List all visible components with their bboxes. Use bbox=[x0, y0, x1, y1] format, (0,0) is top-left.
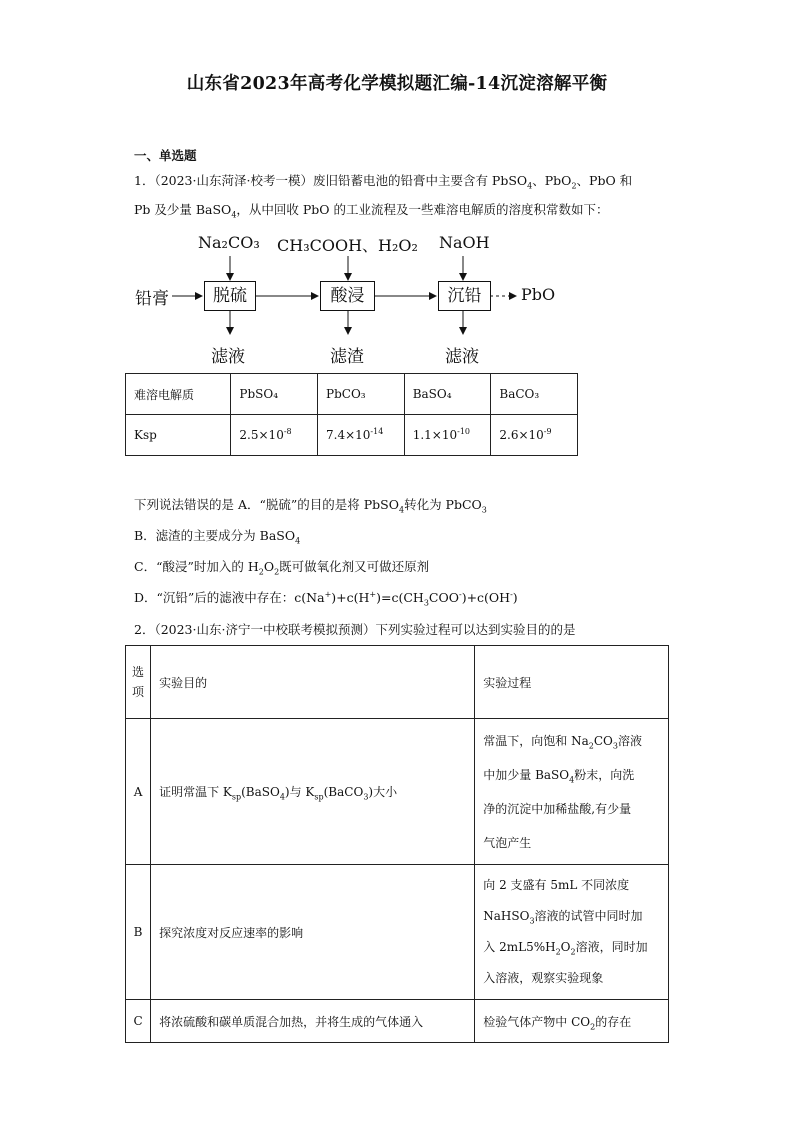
table-row bbox=[126, 1000, 669, 1043]
table-cell: 常温下，向饱和 $Na_2CO_3$溶液 中加少量 BaSO$_4$粉末，向洗 净的沉淀中加稀盐酸,有少量 气泡产生 bbox=[475, 719, 669, 865]
flow-output-3: 滤液 bbox=[445, 347, 479, 367]
experiment-table bbox=[125, 645, 669, 1043]
flow-input-2: CH₃COOH、H₂O₂ bbox=[277, 236, 418, 255]
table-cell: 实验目的 bbox=[151, 646, 475, 719]
flow-input-1: Na₂CO₃ bbox=[198, 233, 260, 252]
page-title: 山东省2023年高考化学模拟题汇编-14沉淀溶解平衡 bbox=[186, 74, 608, 94]
table-cell: 探究浓度对反应速率的影响 bbox=[151, 865, 475, 1000]
table-row bbox=[126, 374, 578, 415]
table-cell: 向 2 支盛有 5mL 不同浓度 NaHSO$_3$溶液的试管中同时加 入 $2mL5\%H_2O_2$溶液，同时加 入溶液，观察实验现象 bbox=[475, 865, 669, 1000]
table-row bbox=[126, 415, 578, 456]
flow-start-label: 铅膏 bbox=[135, 289, 169, 309]
table-cell: 难溶电解质 bbox=[126, 374, 231, 415]
process-flow-arrows bbox=[0, 0, 794, 380]
table-cell: PbSO₄ bbox=[231, 374, 318, 415]
q2-stem: 2．（2023·山东·济宁一中校联考模拟预测）下列实验过程可以达到实验目的的是 bbox=[134, 622, 576, 637]
flow-box-lead-precipitate: 沉铅 bbox=[438, 281, 491, 311]
flow-input-3: NaOH bbox=[439, 233, 490, 252]
section-heading: 一、单选题 bbox=[134, 148, 197, 163]
table-cell: B bbox=[126, 865, 151, 1000]
q1-option-c: C．“酸浸”时加入的 $H_2O_2$既可做氧化剂又可做还原剂 bbox=[134, 559, 430, 577]
table-cell: BaCO₃ bbox=[491, 374, 578, 415]
q1-stem-line1: 1．（2023·山东菏泽·校考一模）废旧铅蓄电池的铅膏中主要含有 PbSO$_4$、PbO$_2$、PbO 和 bbox=[134, 173, 633, 191]
ksp-table bbox=[125, 373, 578, 456]
table-row bbox=[126, 719, 669, 865]
table-cell: Ksp bbox=[126, 415, 231, 456]
flow-box-acid-leach: 酸浸 bbox=[320, 281, 375, 311]
table-cell: $2.5\times 10^{-8}$ bbox=[231, 415, 318, 456]
table-cell: BaSO₄ bbox=[404, 374, 491, 415]
table-cell: $2.6\times 10^{-9}$ bbox=[491, 415, 578, 456]
flow-output-1: 滤液 bbox=[211, 347, 245, 367]
table-cell: 选项 bbox=[126, 646, 151, 719]
table-cell: $7.4\times 10^{-14}$ bbox=[318, 415, 405, 456]
table-cell: C bbox=[126, 1000, 151, 1043]
flow-output-2: 滤渣 bbox=[330, 347, 364, 367]
table-cell: 实验过程 bbox=[475, 646, 669, 719]
table-cell: A bbox=[126, 719, 151, 865]
flow-box-desulfurize: 脱硫 bbox=[204, 281, 256, 311]
table-row bbox=[126, 646, 669, 719]
table-cell: 检验气体产物中 $CO_2$的存在 bbox=[475, 1000, 669, 1043]
table-cell: 证明常温下 $K_{sp}(BaSO_4)$与 $K_{sp}(BaCO_3)$大小 bbox=[151, 719, 475, 865]
table-cell: 将浓硫酸和碳单质混合加热，并将生成的气体通入 bbox=[151, 1000, 475, 1043]
flow-product-label: PbO bbox=[521, 285, 556, 304]
table-cell: PbCO₃ bbox=[318, 374, 405, 415]
q1-option-a: 下列说法错误的是 A．“脱硫”的目的是将 PbSO$_4$转化为 PbCO$_3$ bbox=[134, 497, 487, 515]
q1-option-b: B．滤渣的主要成分为 BaSO$_4$ bbox=[134, 528, 301, 546]
table-row bbox=[126, 865, 669, 1000]
table-cell: $1.1\times 10^{-10}$ bbox=[404, 415, 491, 456]
q1-stem-line2: Pb 及少量 BaSO$_4$，从中回收 PbO 的工业流程及一些难溶电解质的溶度积常数如下： bbox=[134, 202, 609, 220]
q1-option-d: D．“沉铅”后的滤液中存在：$c(Na^+)+c(H^+)=c(CH_3COO^-)+c(OH^-)$ bbox=[134, 589, 518, 608]
